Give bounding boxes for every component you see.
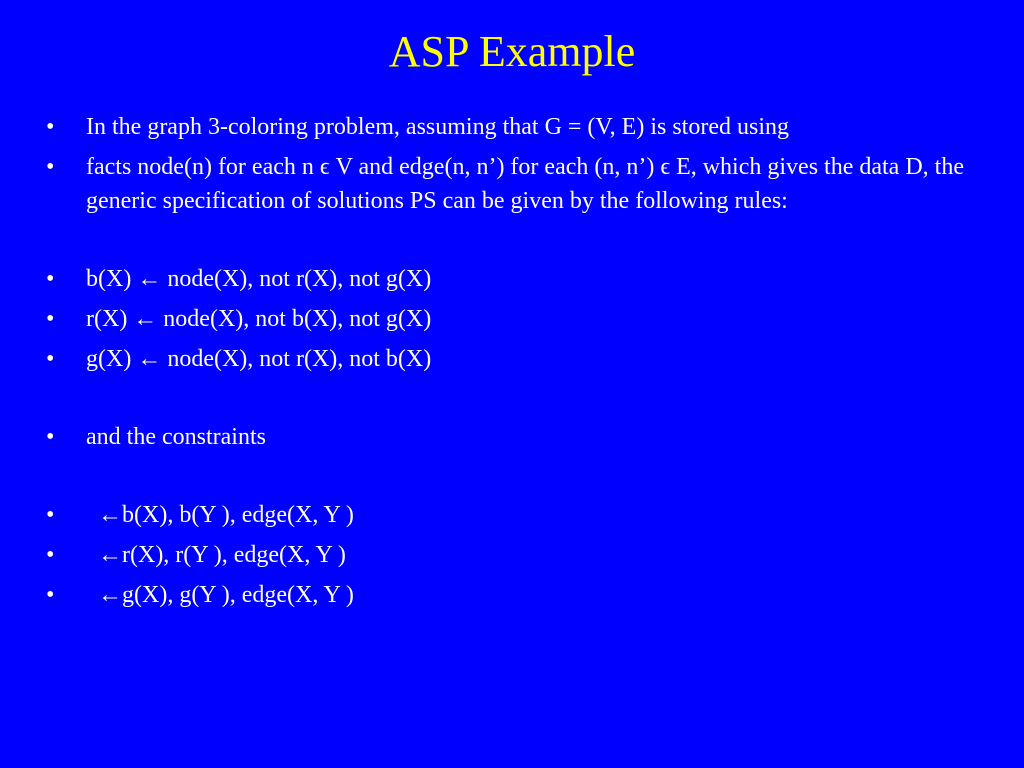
bullet-icon: • <box>46 582 55 608</box>
bullet-text: and the constraints <box>86 424 266 450</box>
spacer <box>46 224 986 262</box>
bullet-item-constraint-g <box>46 578 986 612</box>
bullet-text: facts node(n) for each n ϵ V and edge(n, n’) for each (n, n’) ϵ E, which gives the data D, the generic specification of solutions PS can be given by the following rules: <box>86 154 964 214</box>
bullet-item-rule-r <box>46 302 986 336</box>
slide-content <box>46 110 986 618</box>
bullet-item-intro-1 <box>46 110 986 144</box>
bullet-icon: • <box>46 502 55 528</box>
bullet-icon: • <box>46 306 55 332</box>
spacer <box>46 460 986 498</box>
bullet-item-constraints-intro <box>46 420 986 454</box>
slide-title: ASP Example <box>388 27 636 76</box>
bullet-item-constraint-r <box>46 538 986 572</box>
rule-text: r(X) ← node(X), not b(X), not g(X) <box>86 306 432 332</box>
bullet-icon: • <box>46 266 55 292</box>
bullet-icon: • <box>46 542 55 568</box>
bullet-item-rule-b <box>46 262 986 296</box>
bullet-icon: • <box>46 424 55 450</box>
bullet-item-rule-g <box>46 342 986 376</box>
constraint-text: ←g(X), g(Y ), edge(X, Y ) <box>98 582 354 608</box>
constraint-text: ←r(X), r(Y ), edge(X, Y ) <box>98 542 346 568</box>
bullet-icon: • <box>46 346 55 372</box>
rule-text: b(X) ← node(X), not r(X), not g(X) <box>86 266 432 292</box>
spacer <box>46 382 986 420</box>
rule-text: g(X) ← node(X), not r(X), not b(X) <box>86 346 432 372</box>
bullet-item-constraint-b <box>46 498 986 532</box>
constraint-text: ←b(X), b(Y ), edge(X, Y ) <box>98 502 354 528</box>
bullet-icon: • <box>46 114 55 140</box>
bullet-icon: • <box>46 154 55 180</box>
bullet-text: In the graph 3-coloring problem, assuming that G = (V, E) is stored using <box>86 114 789 140</box>
bullet-item-intro-2 <box>46 150 986 218</box>
